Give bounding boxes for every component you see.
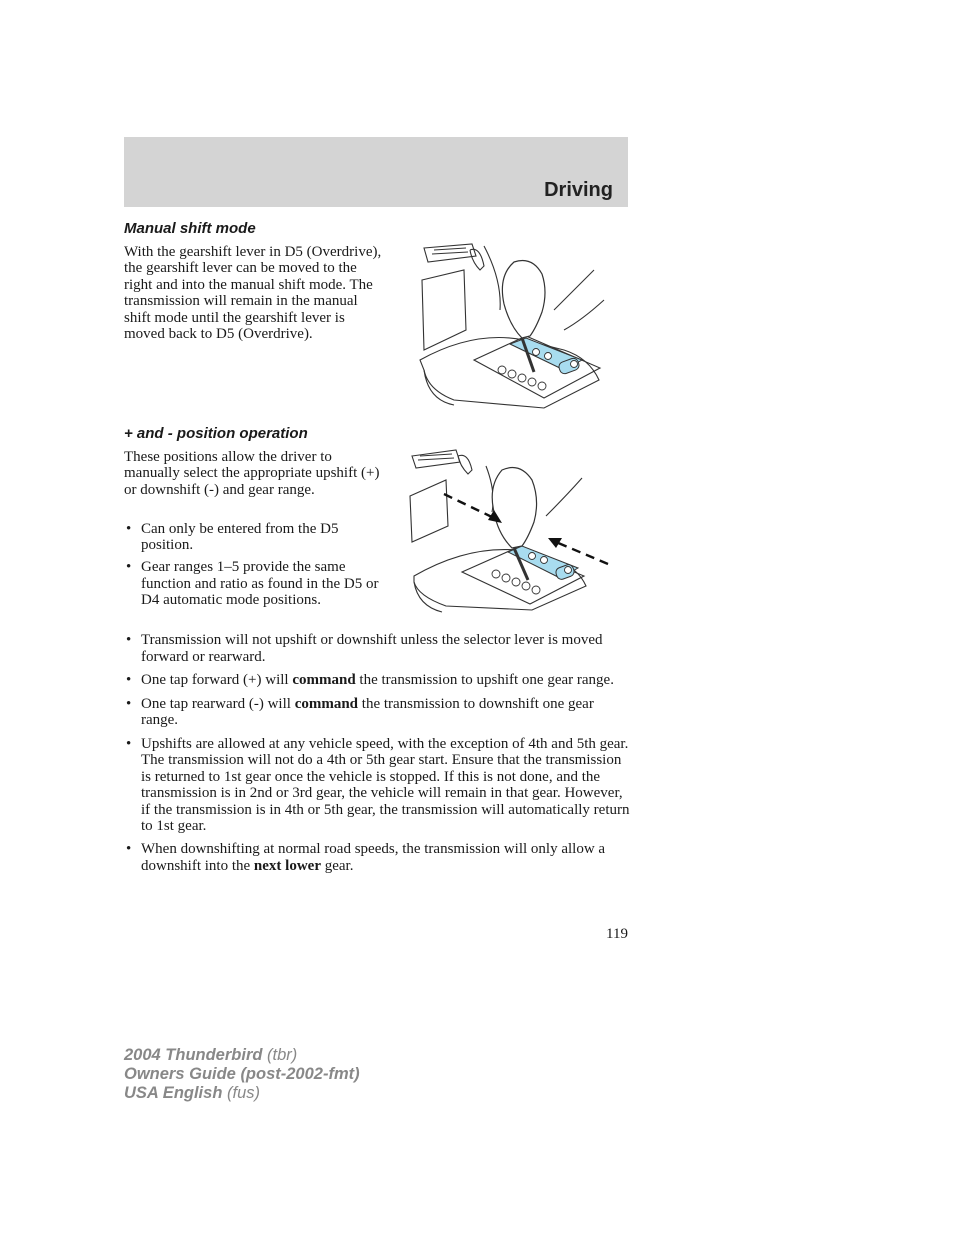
- position-operation-paragraph: These positions allow the driver to manually select the appropriate upshift (+) or downshift (-) and gear range.: [124, 449, 380, 498]
- position-operation-heading: + and - position operation: [124, 425, 308, 442]
- list-item: • One tap forward (+) will command the transmission to upshift one gear range.: [126, 672, 614, 689]
- footer-imprint: 2004 Thunderbird (tbr) Owners Guide (post-2002-fmt) USA English (fus): [124, 1046, 360, 1102]
- lever-knob-2: [492, 468, 536, 548]
- forward-arrow: [444, 494, 494, 518]
- narrow-bullet-list: [124, 521, 380, 614]
- manual-shift-paragraph: With the gearshift lever in D5 (Overdrive), the gearshift lever can be moved to the right and into the manual shift mode. The transmission will remain in the manual shift mode until the gearshift lever is moved back to D5 (Overdrive).: [124, 244, 382, 343]
- gearshift-arrows-illustration: [406, 446, 616, 614]
- list-item: • Gear ranges 1–5 provide the same function and ratio as found in the D5 or D4 automatic mode positions.: [126, 559, 379, 609]
- header-band: [124, 137, 628, 207]
- list-item: • Can only be entered from the D5 position.: [126, 521, 339, 554]
- list-item: • Upshifts are allowed at any vehicle speed, with the exception of 4th and 5th gear. The transmission will not do a 4th or 5th gear start. Ensure that the transmission is returned to 1st gear once the vehicle is stopped. If this is not done, and the transmission is in 2nd or 3rd gear, the vehicle will remain in that gear. However, if the transmission is in 4th or 5th gear, the transmission will automatically return to 1st gear.: [126, 735, 630, 834]
- list-item: • When downshifting at normal road speeds, the transmission will only allow a downshift into the next lower gear.: [126, 841, 606, 874]
- gearshift-illustration: [414, 240, 610, 410]
- list-item: • One tap rearward (-) will command the transmission to downshift one gear range.: [126, 695, 594, 729]
- manual-shift-heading: Manual shift mode: [124, 220, 256, 237]
- wide-bullet-list: [124, 632, 630, 881]
- lever-knob: [502, 261, 545, 339]
- section-title: Driving: [544, 179, 613, 201]
- list-item: • Transmission will not upshift or downshift unless the selector lever is moved forward or rearward.: [126, 632, 603, 665]
- rearward-arrow: [556, 542, 608, 564]
- page-number: 119: [606, 926, 628, 942]
